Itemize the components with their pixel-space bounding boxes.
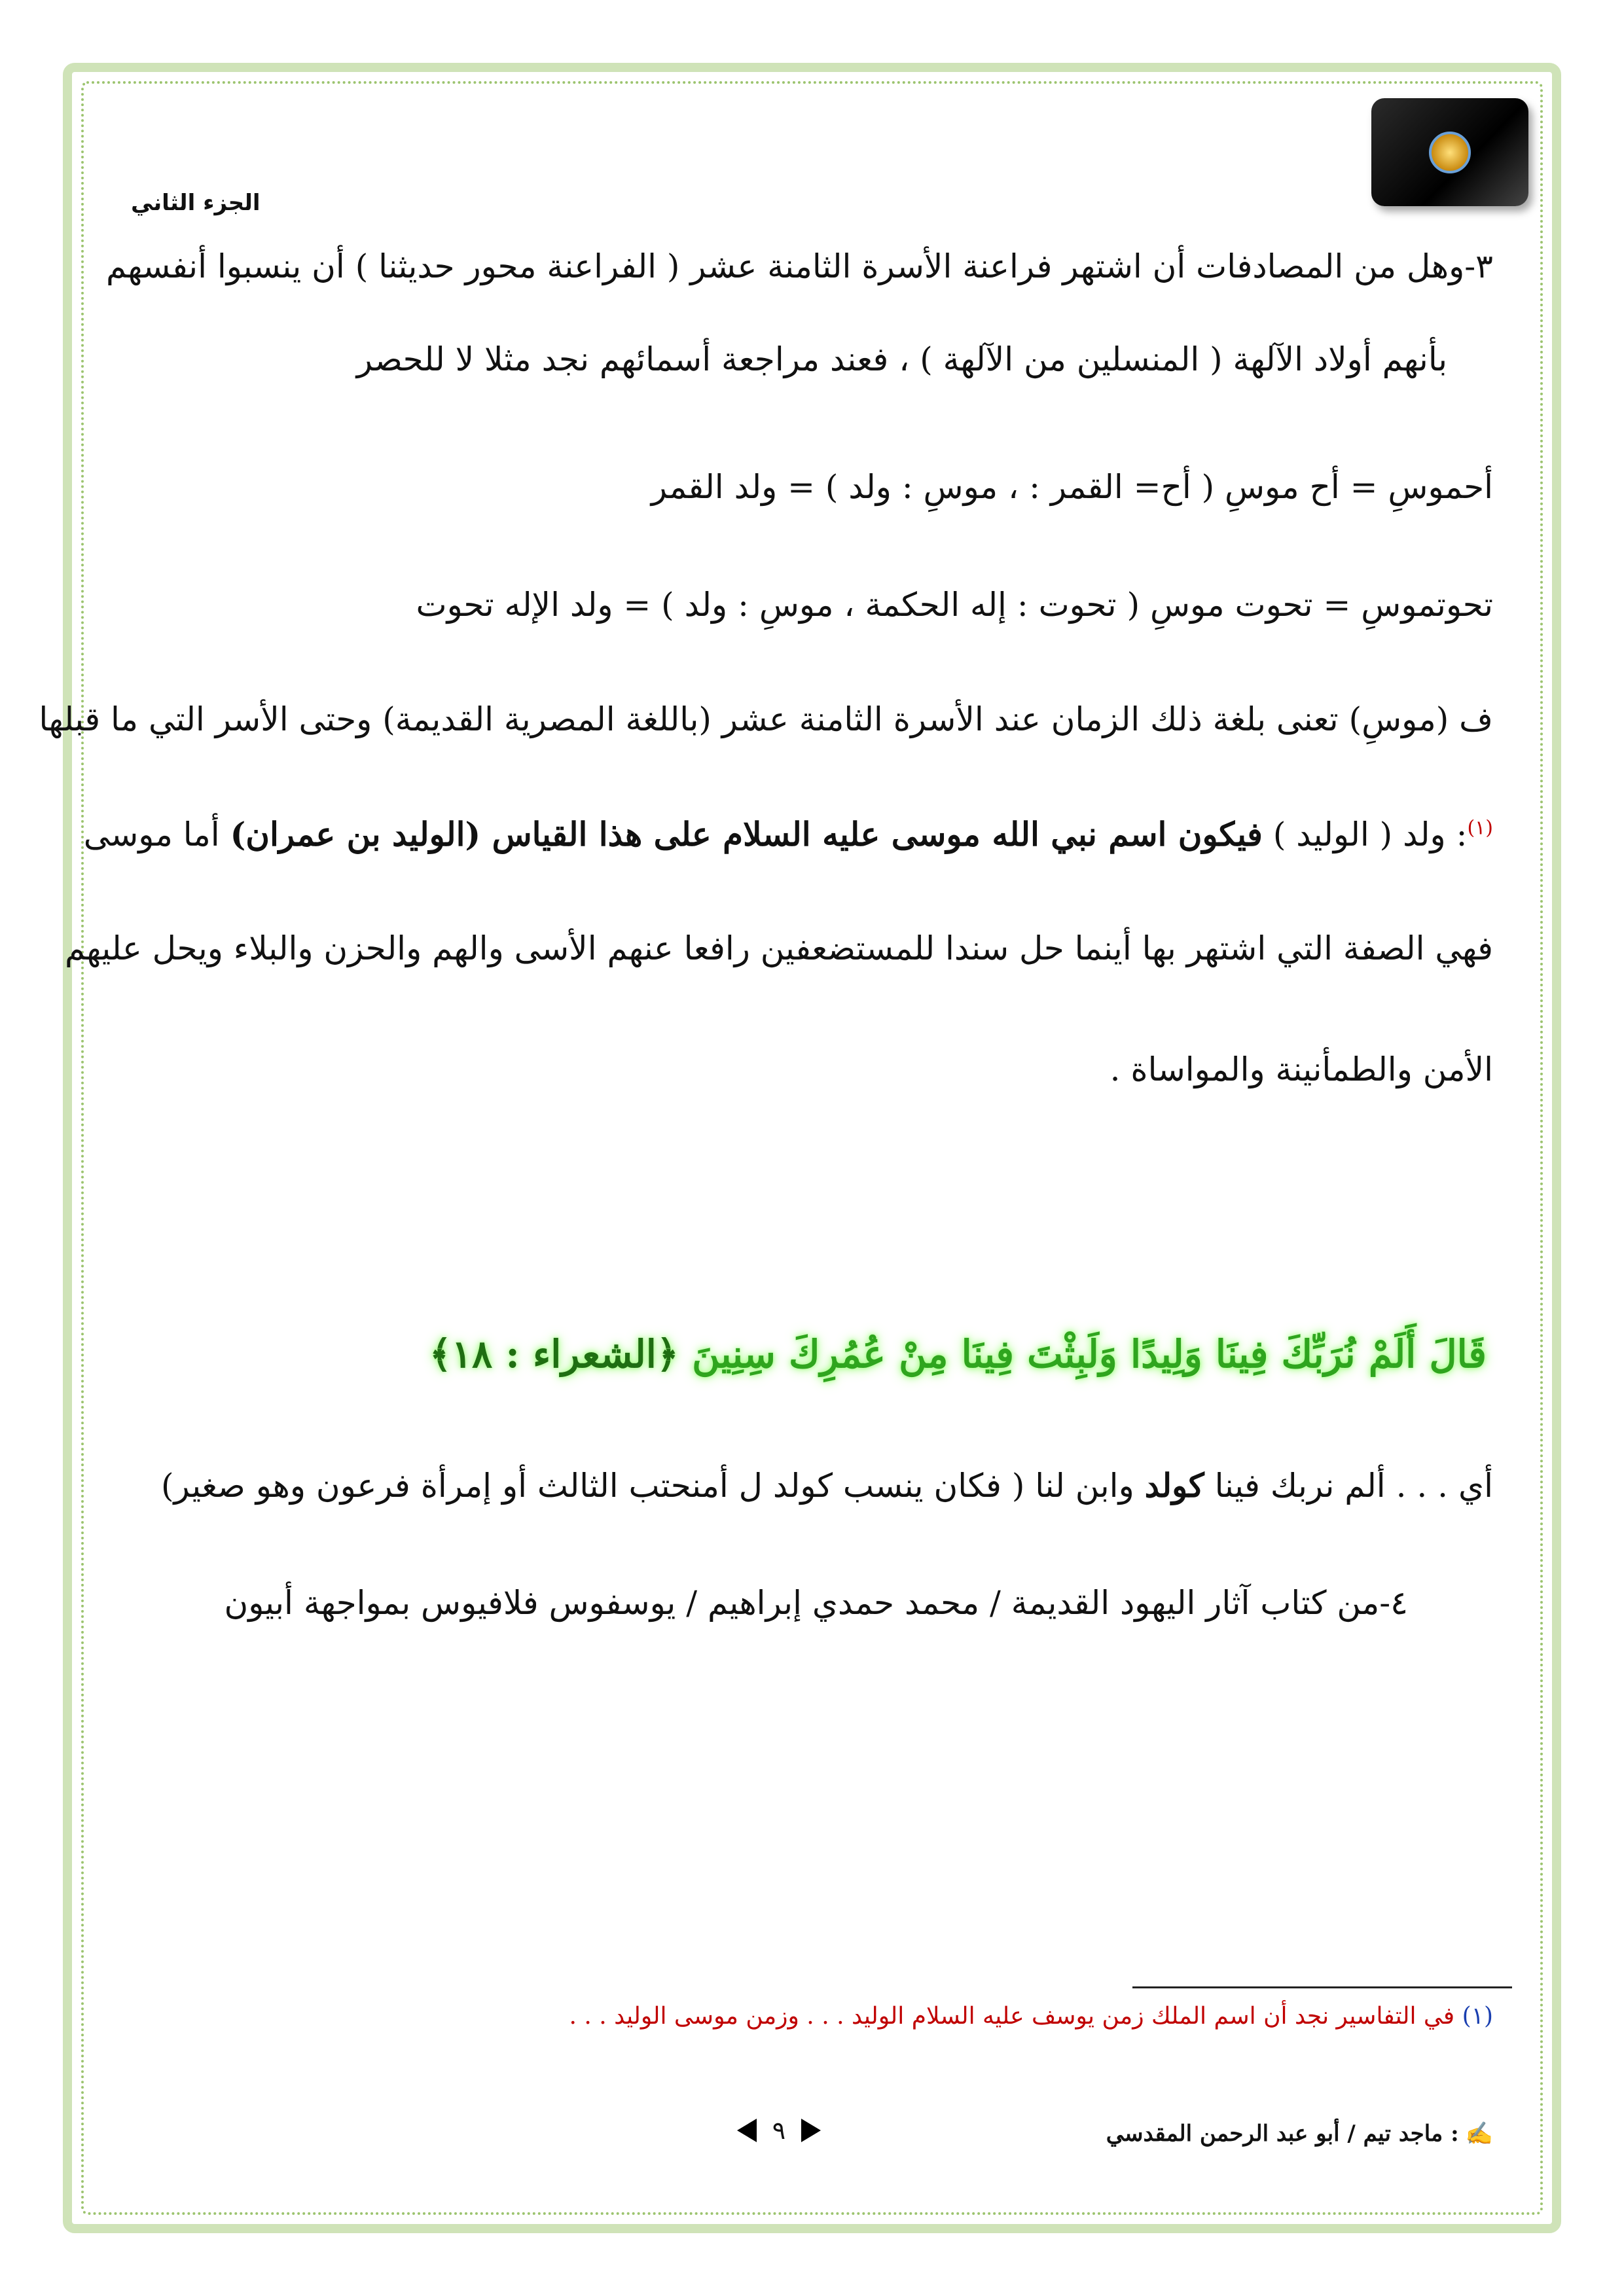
author-name: : ماجد تيم / أبو عبد الرحمن المقدسي — [1106, 2121, 1459, 2147]
part-label: الجزء الثاني — [131, 190, 261, 216]
footnote-divider — [1132, 1986, 1512, 1988]
paragraph-line-9 — [161, 1466, 1493, 1505]
footnote-ref[interactable]: (١) — [1467, 816, 1493, 840]
line-6-part-c: أما موسى — [83, 816, 230, 853]
quran-verse-text: قَالَ أَلَمْ نُرَبِّكَ فِينَا وَلِيدًا وَلَبِثْتَ فِينَا مِنْ عُمُرِكَ سِنِينَ — [692, 1332, 1487, 1376]
triangle-left-icon[interactable] — [737, 2119, 757, 2142]
paragraph-line-2: بأنهم أولاد الآلهة ( المنسلين من الآلهة ) ، فعند مراجعة أسمائهم نجد مثلا لا للحصر — [356, 340, 1447, 378]
quran-verse — [429, 1332, 1487, 1376]
line-9-part-a: أي . . . ألم نربك فينا — [1204, 1467, 1493, 1505]
paragraph-line-6 — [84, 815, 1493, 853]
page-number: ٩ — [772, 2116, 786, 2145]
quran-reference: ﴿الشعراء : ١٨﴾ — [429, 1332, 679, 1376]
pen-icon: ✍ — [1465, 2121, 1493, 2147]
paragraph-line-8: الأمن والطمأنينة والمواساة . — [1110, 1050, 1493, 1088]
paragraph-line-3: أحموسِ = أح موسِ ( أح= القمر : ، موسِ : ولد ) = ولد القمر — [651, 468, 1493, 506]
paragraph-line-7: فهي الصفة التي اشتهر بها أينما حل سندا للمستضعفين رافعا عنهم الأسى والهم والحزن والبلاء ويحل عليهم — [64, 929, 1493, 967]
line-6-emphasis: فيكون اسم نبي الله موسى عليه السلام على هذا القياس (الوليد بن عمران) — [230, 815, 1263, 853]
paragraph-line-4: تحوتموسِ = تحوت موسِ ( تحوت : إله الحكمة ، موسِ : ولد ) = ولد الإله تحوت — [416, 586, 1493, 624]
author-credit — [1106, 2121, 1493, 2147]
paragraph-line-1: ٣-وهل من المصادفات أن اشتهر فراعنة الأسرة الثامنة عشر ( الفراعنة محور حديثنا ) أن ينسبوا أنفسهم — [105, 247, 1493, 285]
line-6-part-a: : ولد ( الوليد ) — [1262, 816, 1468, 853]
footnote — [569, 2003, 1493, 2030]
footnote-number: (١) — [1462, 2003, 1493, 2030]
page-navigator — [694, 2114, 864, 2147]
line-9-part-c: وابن لنا ( فكان ينسب كولد ل أمنحتب الثالث أو إمرأة فرعون وهو صغير) — [161, 1467, 1145, 1505]
page-frame-inner — [81, 81, 1543, 2215]
line-9-emphasis: كولد — [1144, 1466, 1204, 1505]
paragraph-line-10: ٤-من كتاب آثار اليهود القديمة / محمد حمدي إبراهيم / يوسفوس فلافيوس بمواجهة أبيون — [224, 1584, 1408, 1622]
triangle-right-icon[interactable] — [801, 2119, 821, 2142]
paragraph-line-5: ف (موسِ) تعنى بلغة ذلك الزمان عند الأسرة الثامنة عشر (باللغة المصرية القديمة) وحتى الأسر التي ما قبلها — [39, 700, 1493, 738]
footnote-text: في التفاسير نجد أن اسم الملك زمن يوسف عليه السلام الوليد . . . وزمن موسى الوليد . . . — [569, 2003, 1462, 2030]
logo-emblem-icon — [1429, 132, 1471, 173]
site-logo — [1371, 98, 1528, 206]
